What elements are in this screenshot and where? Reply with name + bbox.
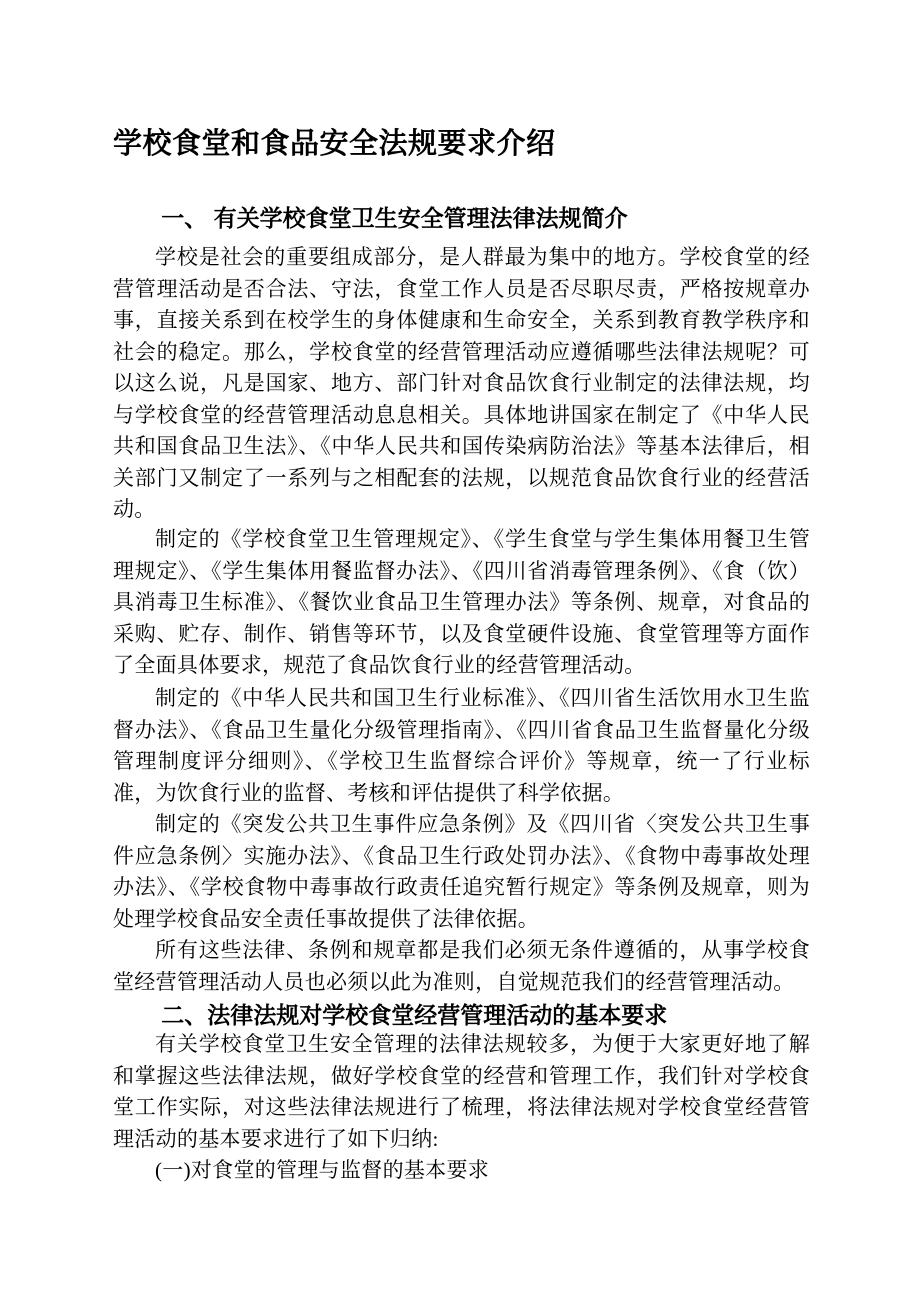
section-1-paragraph-1: 学校是社会的重要组成部分，是人群最为集中的地方。学校食堂的经营管理活动是否合法、守法，食堂工作人员是否尽职尽责，严格按规章办事，直接关系到在校学生的身体健康和生命安全，关系到教育教学秩序和社会的稳定。那么，学校食堂的经营管理活动应遵循哪些法律法规呢？可以这么说，凡是国家、地方、部门针对食品饮食行业制定的法律法规，均与学校食堂的经营管理活动息息相关。具体地讲国家在制定了《中华人民共和国食品卫生法》、《中华人民共和国传染病防治法》等基本法律后，相关部门又制定了一系列与之相配套的法规，以规范食品饮食行业的经营活动。: [113, 245, 810, 521]
section-2-paragraph-1: 有关学校食堂卫生安全管理的法律法规较多，为便于大家更好地了解和掌握这些法律法规，做好学校食堂的经营和管理工作，我们针对学校食堂工作实际，对这些法律法规进行了梳理，将法律法规对学校食堂经营管理活动的基本要求进行了如下归纳:: [113, 1032, 810, 1151]
section-1-heading: 一、 有关学校食堂卫生安全管理法律法规简介: [161, 205, 628, 231]
document-title: 学校食堂和食品安全法规要求介绍: [113, 128, 556, 160]
section-1-paragraph-5: 所有这些法律、条例和规章都是我们必须无条件遵循的，从事学校食堂经营管理活动人员也必须以此为准则，自觉规范我们的经营管理活动。: [113, 938, 810, 994]
section-2-paragraph-2: (一)对食堂的管理与监督的基本要求: [155, 1158, 490, 1182]
section-2-heading: 二、法律法规对学校食堂经营管理活动的基本要求: [161, 1002, 668, 1028]
section-1-paragraph-2: 制定的《学校食堂卫生管理规定》、《学生食堂与学生集体用餐卫生管理规定》、《学生集体用餐监督办法》、《四川省消毒管理条例》、《食（饮）具消毒卫生标准》、《餐饮业食品卫生管理办法》等条例、规章，对食品的采购、贮存、制作、销售等环节，以及食堂硬件设施、食堂管理等方面作了全面具体要求，规范了食品饮食行业的经营管理活动。: [113, 527, 810, 677]
section-1-paragraph-3: 制定的《中华人民共和国卫生行业标准》、《四川省生活饮用水卫生监督办法》、《食品卫生量化分级管理指南》、《四川省食品卫生监督量化分级管理制度评分细则》、《学校卫生监督综合评价》等规章，统一了行业标准，为饮食行业的监督、考核和评估提供了科学依据。: [113, 686, 810, 805]
section-1-paragraph-4: 制定的《突发公共卫生事件应急条例》及《四川省〈突发公共卫生事件应急条例〉实施办法》、《食品卫生行政处罚办法》、《食物中毒事故处理办法》、《学校食物中毒事故行政责任追究暂行规定》等条例及规章，则为处理学校食品安全责任事故提供了法律依据。: [113, 812, 810, 931]
